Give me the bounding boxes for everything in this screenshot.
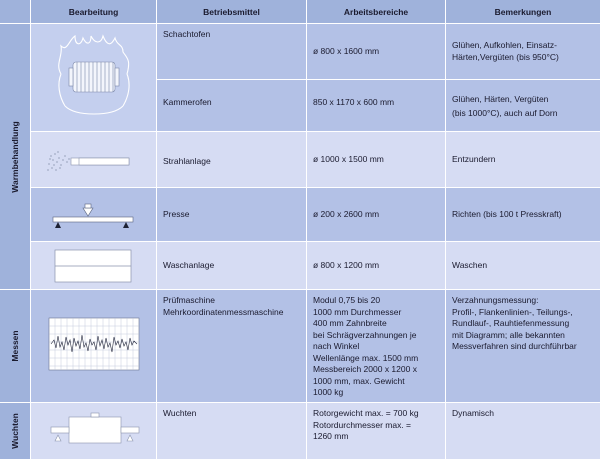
notes-waschanlage: [446, 242, 600, 289]
range-wuchten: Rotorgewicht max. = 700 kg Rotordurchmesser max. = 1260 mm: [307, 403, 445, 459]
machine-schachtofen: Schachtofen: [157, 24, 306, 79]
range-presse: [307, 188, 445, 241]
header-arbeitsbereiche: Arbeitsbereiche: [307, 0, 445, 23]
group-messen-label: Messen: [10, 330, 20, 362]
measurement-chart-icon: [31, 290, 156, 402]
shaft-furnace-icon: [31, 24, 156, 131]
header-bemerkungen: Bemerkungen: [446, 0, 600, 23]
group-warmbehandlung-label: Warmbehandlung: [10, 120, 20, 193]
range-strahlanlage-text: ø 1000 x 1500 mm: [313, 153, 384, 164]
notes-presse-text: Richten (bis 100 t Presskraft): [452, 208, 562, 219]
machine-kammerofen: Kammerofen: [157, 80, 306, 131]
header-bearbeitung: Bearbeitung: [31, 0, 156, 23]
notes-strahlanlage-text: Entzundern: [452, 153, 496, 164]
notes-kammerofen: Glühen, Härten, Vergüten (bis 1000°C), auch auf Dorn: [446, 80, 600, 131]
machine-pruefmaschine: Prüfmaschine Mehrkoordinatenmessmaschine: [157, 290, 306, 402]
range-waschanlage-text: ø 800 x 1200 mm: [313, 259, 380, 270]
washer-icon: [31, 242, 156, 289]
range-strahlanlage: [307, 132, 445, 187]
machine-strahlanlage-text: Strahlanlage: [163, 156, 211, 167]
machine-waschanlage-text: Waschanlage: [163, 259, 215, 270]
notes-strahlanlage: [446, 132, 600, 187]
balancing-icon: [31, 403, 156, 459]
notes-schachtofen: [446, 24, 600, 79]
machine-wuchten: Wuchten: [157, 403, 306, 459]
notes-waschanlage-text: Waschen: [452, 259, 488, 270]
notes-wuchten: Dynamisch: [446, 403, 600, 459]
range-presse-text: ø 200 x 2600 mm: [313, 208, 380, 219]
group-messen: [0, 290, 30, 402]
machine-waschanlage: [157, 242, 306, 289]
range-pruefmaschine: Modul 0,75 bis 20 1000 mm Durchmesser 400 mm Zahnbreite bei Schrägverzahnungen je nach Winkel Wellenlänge max. 1500 mm Messbereich 2000 x 1200 x 1000 mm, max. Gewicht 1000 kg: [307, 290, 445, 402]
range-waschanlage: [307, 242, 445, 289]
machine-presse: [157, 188, 306, 241]
header-corner: [0, 0, 30, 23]
group-warmbehandlung: [0, 24, 30, 289]
group-wuchten-label: Wuchten: [10, 413, 20, 449]
press-icon: [31, 188, 156, 241]
notes-presse: [446, 188, 600, 241]
header-betriebsmittel: Betriebsmittel: [157, 0, 306, 23]
notes-schachtofen-text: Glühen, Aufkohlen, Einsatz- Härten,Vergüten (bis 950°C): [452, 40, 559, 62]
range-kammerofen: 850 x 1170 x 600 mm: [307, 80, 445, 131]
machine-presse-text: Presse: [163, 208, 190, 219]
machine-strahlanlage: [157, 132, 306, 187]
range-schachtofen: [307, 24, 445, 79]
range-schachtofen-text: ø 800 x 1600 mm: [313, 45, 380, 56]
group-wuchten: [0, 403, 30, 459]
notes-pruefmaschine: Verzahnungsmessung: Profil-, Flankenlinien-, Teilungs-, Rundlauf-, Rauhtiefenmessung mit Diagramm; alle bekannten Messverfahren sind durchführbar: [446, 290, 600, 402]
shot-blast-icon: [31, 132, 156, 187]
